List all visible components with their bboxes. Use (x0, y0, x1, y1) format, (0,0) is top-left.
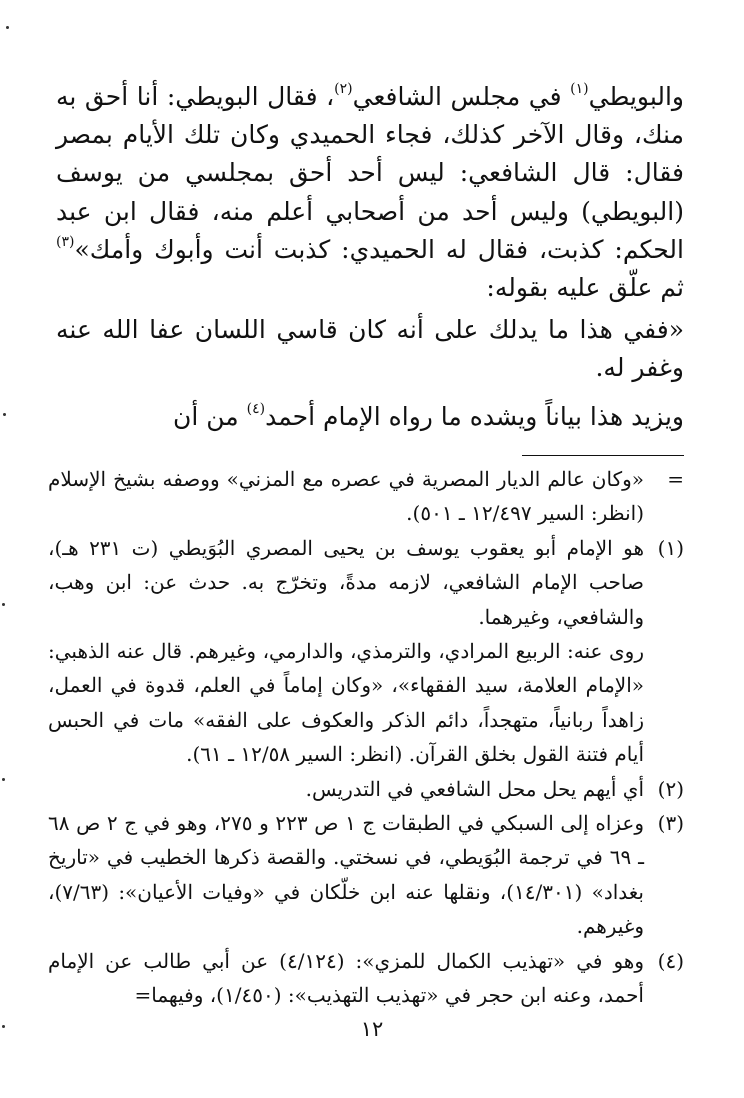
footnote-marker: (٤) (657, 948, 684, 973)
page-number: ١٢ (360, 1017, 384, 1041)
footnote-text: وعزاه إلى السبكي في الطبقات ج ١ ص ٢٢٣ و ٢٧٥، وهو في ج ٢ ص ٦٨ ـ ٦٩ في ترجمة البُوَيطي، في نسختي. والقصة ذكرها الخطيب في «تاريخ بغداد» (١٤/٣٠١)، ونقلها عنه ابن خلّكان في «وفيات الأعيان»: (٧/٦٣)، وغيرهم. (48, 811, 645, 939)
text-run: ثم علّق عليه بقوله: (486, 273, 684, 303)
footnote-ref[interactable]: (٤) (246, 400, 266, 417)
footnote-2 (48, 772, 684, 806)
footnote-text: وهو في «تهذيب الكمال للمزي»: (٤/١٢٤) عن أبي طالب عن الإمام أحمد، وعنه ابن حجر في «تهذيب التهذيب»: (١/٤٥٠)، وفيهما= (48, 948, 644, 1008)
footnotes (48, 462, 684, 1013)
footnote-text: «وكان عالم الديار المصرية في عصره مع المزني» ووصفه بشيخ الإسلام (انظر: السير ١٢/٤٩٧ ـ ٥٠١). (48, 467, 644, 526)
footnote-marker: (١) (657, 535, 684, 560)
text-run: ويزيد هذا بياناً ويشده ما رواه الإمام أحمد (265, 401, 684, 431)
footnote-ref[interactable]: (١) (570, 81, 589, 97)
main-paragraph (56, 398, 684, 436)
quote-paragraph: «ففي هذا ما يدلك على أنه كان قاسي اللسان عفا الله عنه وغفر له. (56, 315, 684, 383)
scan-speck (6, 26, 9, 29)
scan-speck (2, 1025, 5, 1028)
scan-speck (3, 413, 6, 416)
footnote-marker: (٢) (657, 776, 684, 801)
text-run: والبويطي (588, 82, 685, 111)
main-paragraph (56, 78, 684, 307)
footnote-text: روى عنه: الربيع المرادي، والترمذي، والدارمي، وغيرهم. قال عنه الذهبي: «الإمام العلامة، سيد الفقهاء»، «وكان إماماً في العلم، قدوة في العمل، زاهداً ربانياً، متهجداً، دائم الذكر والعكوف على الفقه» مات في الحبس أيام فتنة القول بخلق القرآن. (انظر: السير ١٢/٥٨ ـ ٦١). (48, 639, 644, 767)
scan-speck (2, 603, 5, 606)
text-run: ، فقال البويطي: أنا أحق به منك، وقال الآخر كذلك، فجاء الحميدي وكان تلك الأيام بمصر فقال: قال الشافعي: ليس أحد أحق بمجلسي من يوسف (البويطي) وليس أحد من أصحابي أعلم منه، فقال ابن عبد الحكم: كذبت، فقال له الحميدي: كذبت أنت وأبوك وأمك» (56, 82, 684, 264)
footnote-separator (522, 455, 684, 456)
main-text (56, 78, 684, 436)
footnote-3 (48, 806, 684, 944)
footnote-marker: = (667, 467, 684, 491)
footnote-marker: (٣) (657, 811, 684, 836)
footnote-continuation (48, 462, 684, 531)
text-run: من أن (173, 401, 247, 431)
footnote-ref[interactable]: (٢) (334, 81, 353, 97)
footnote-ref[interactable]: (٣) (56, 233, 75, 250)
text-run: في مجلس الشافعي (352, 82, 571, 111)
footnote-4 (48, 944, 684, 1013)
footnote-text: هو الإمام أبو يعقوب يوسف بن يحيى المصري البُوَيطي (ت ٢٣١ هـ)، صاحب الإمام الشافعي، لازمه مدةً، وتخرّج به. حدث عن: ابن وهب، والشافعي، وغيرهما. (48, 535, 645, 629)
scan-speck (2, 778, 5, 781)
footnote-text: أي أيهم يحل محل الشافعي في التدريس. (305, 776, 644, 801)
footnote-1 (48, 531, 684, 772)
